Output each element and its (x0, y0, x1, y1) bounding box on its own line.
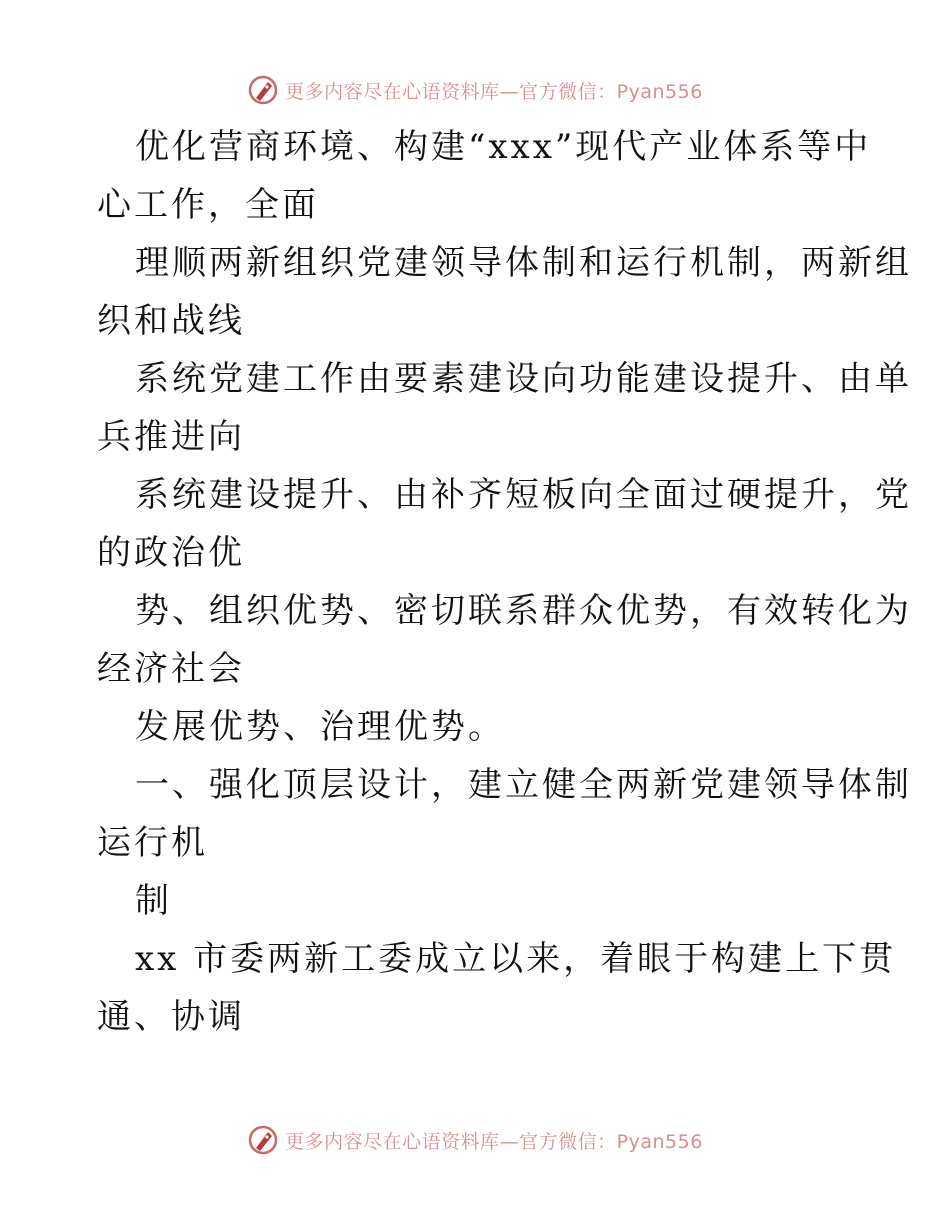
header-banner (0, 70, 950, 110)
pen-nib-logo-icon (247, 74, 279, 106)
text-line: 势、组织优势、密切联系群众优势，有效转化为 (135, 591, 912, 631)
paragraph (97, 350, 912, 466)
text-line: 织和战线 (97, 301, 245, 341)
text-line: 发展优势、治理优势。 (135, 707, 505, 747)
paragraph (97, 234, 912, 350)
text-line: 运行机 (97, 823, 208, 863)
paragraph (97, 698, 857, 756)
text-line: 心工作，全面 (97, 185, 319, 225)
text-line: xx 市委两新工委成立以来，着眼于构建上下贯 (135, 939, 897, 979)
text-line: 理顺两新组织党建领导体制和运行机制，两新组 (135, 243, 912, 283)
text-line: 通、协调 (97, 997, 245, 1037)
paragraph (97, 466, 912, 582)
text-line: 一、强化顶层设计，建立健全两新党建领导体制 (135, 765, 912, 805)
banner-text: 更多内容尽在心语资料库—官方微信：Pyan556 (285, 1130, 703, 1153)
paragraph (97, 930, 897, 1046)
pen-nib-logo-icon (247, 1124, 279, 1156)
text-line: 系统建设提升、由补齐短板向全面过硬提升，党 (135, 475, 912, 515)
document-body (97, 118, 912, 1046)
text-line: 系统党建工作由要素建设向功能建设提升、由单 (135, 359, 912, 399)
paragraph (97, 118, 872, 234)
text-line: 的政治优 (97, 533, 245, 573)
paragraph (97, 756, 912, 872)
text-line: 优化营商环境、构建“xxx”现代产业体系等中 (135, 127, 872, 167)
paragraph (97, 582, 912, 698)
footer-banner (0, 1120, 950, 1160)
text-line: 经济社会 (97, 649, 245, 689)
text-line: 兵推进向 (97, 417, 245, 457)
banner-text: 更多内容尽在心语资料库—官方微信：Pyan556 (285, 80, 703, 103)
text-line: 制 (135, 881, 172, 921)
paragraph (97, 872, 857, 930)
